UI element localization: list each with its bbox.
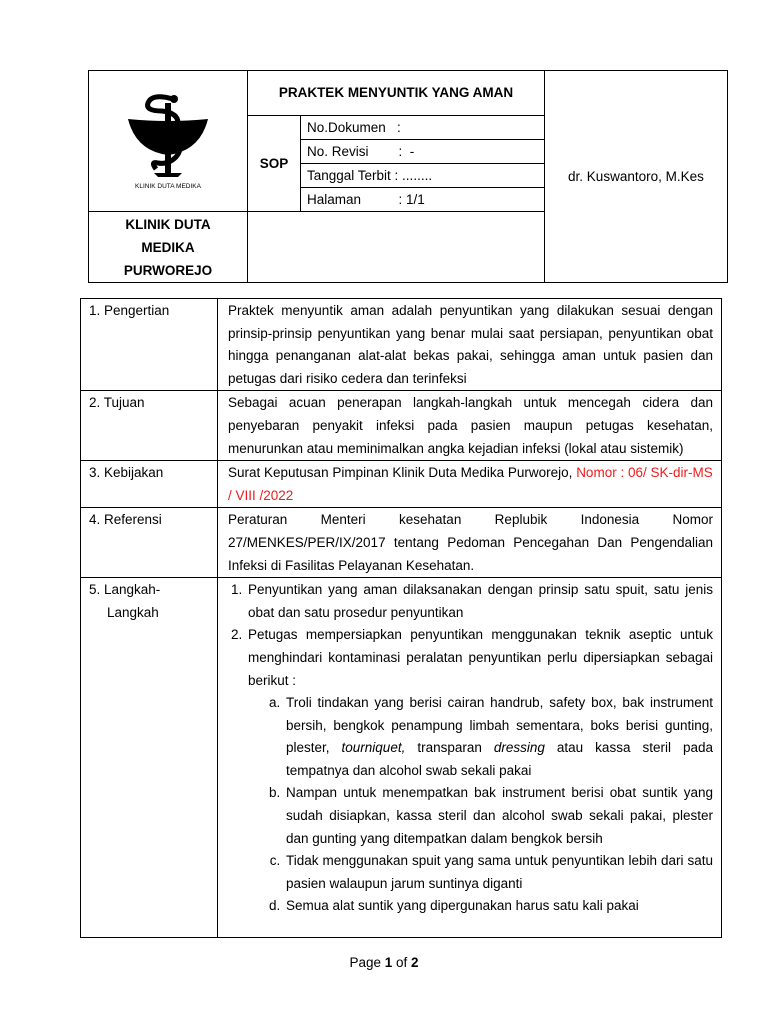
meta-page: Halaman : 1/1	[301, 188, 545, 212]
pharmacy-logo-icon	[118, 89, 218, 193]
section-label: 2. Tujuan	[81, 391, 218, 461]
step-text: Petugas mempersiapkan penyuntikan menggunakan teknik aseptic untuk menghindari kontaminasi peralatan penyuntikan perlu dipersiapkan sebagai berikut :	[248, 627, 713, 688]
doctor-name: dr. Kuswantoro, M.Kes	[568, 169, 704, 184]
step-item: 1. Penyuntikan yang aman dilaksanakan dengan prinsip satu spuit, satu jenis obat dan satu prosedur penyuntikan	[246, 579, 713, 624]
section-text: Peraturan Menteri kesehatan Replubik Indonesia Nomor 27/MENKES/PER/IX/2017 tentang Pedoman Pencegahan Dan Pengendalian Infeksi di Fasilitas Pelayanan Kesehatan.	[218, 508, 722, 578]
section-text: Praktek menyuntik aman adalah penyuntikan yang dilakukan sesuai dengan prinsip-prinsip penyuntikan yang benar mulai saat persiapan, penyuntikan obat hingga penanganan alat-alat bekas pakai, sehingga aman untuk pasien dan petugas dari risiko cedera dan terinfeksi	[218, 299, 722, 391]
sop-content-table	[80, 298, 722, 938]
clinic-name-line: KLINIK DUTA	[125, 216, 211, 232]
page-footer	[0, 955, 768, 970]
substep-item: c. Tidak menggunakan spuit yang sama untuk penyuntikan lebih dari satu pasien walaupun jarum suntinya diganti	[284, 850, 713, 895]
section-row	[81, 578, 722, 938]
section-label-line: 5. Langkah-	[89, 582, 161, 598]
logo-cell	[89, 71, 248, 212]
clinic-name-cell	[89, 212, 248, 283]
meta-issue-date: Tanggal Terbit : ........	[301, 164, 545, 188]
substep-item: a. Troli tindakan yang berisi cairan handrub, safety box, bak instrument bersih, bengkok penampung limbah sementara, boks berisi gunting, plester, tourniquet, transparan dressing atau kassa steril pada tempatnya dan alcohol swab sekali pakai	[284, 692, 713, 782]
section-label: 1. Pengertian	[81, 299, 218, 391]
section-text	[218, 461, 722, 508]
header-table	[88, 70, 728, 283]
procedure-steps	[218, 578, 722, 938]
substeps-list	[248, 692, 713, 918]
section-row	[81, 508, 722, 578]
document-title	[248, 71, 545, 116]
steps-list	[220, 579, 713, 918]
page-word: Page	[349, 955, 385, 970]
section-label-line: Langkah	[107, 604, 159, 620]
substep-item: d. Semua alat suntik yang dipergunakan harus satu kali pakai	[284, 895, 713, 918]
document-title-text: PRAKTEK MENYUNTIK YANG AMAN	[278, 85, 514, 100]
section-label: 3. Kebijakan	[81, 461, 218, 508]
section-label	[81, 578, 218, 938]
meta-revision: No. Revisi : -	[301, 140, 545, 164]
sop-label-cell	[248, 116, 301, 212]
policy-text: Surat Keputusan Pimpinan Klinik Duta Medika Purworejo,	[228, 465, 577, 481]
section-row	[81, 299, 722, 391]
logo-caption: KLINIK DUTA MEDIKA	[135, 183, 201, 190]
clinic-name-line: PURWOREJO	[123, 262, 213, 278]
clinic-name-line: MEDIKA	[141, 239, 195, 255]
substep-item: b. Nampan untuk menempatkan bak instrument berisi obat suntik yang sudah disiapkan, kassa steril dan alcohol swab sekali pakai, plester dan gunting yang ditempatkan dalam bengkok bersih	[284, 782, 713, 850]
section-row	[81, 391, 722, 461]
page-current: 1	[384, 955, 393, 970]
signatory-cell	[544, 71, 727, 283]
of-word: of	[392, 955, 412, 970]
policy-number: Nomor : 06/ SK-dir-MS / VIII /2022	[228, 465, 713, 503]
sop-label: SOP	[259, 156, 289, 171]
section-label: 4. Referensi	[81, 508, 218, 578]
meta-document-number: No.Dokumen :	[301, 116, 545, 140]
page-total: 2	[411, 955, 419, 970]
section-text: Sebagai acuan penerapan langkah-langkah untuk mencegah cidera dan penyebaran penyakit infeksi pada pasien maupun petugas kesehatan, menurunkan atau meminimalkan angka kejadian infeksi (lokal atau sistemik)	[218, 391, 722, 461]
section-row	[81, 461, 722, 508]
empty-header-cell	[248, 212, 545, 283]
step-item	[246, 624, 713, 918]
